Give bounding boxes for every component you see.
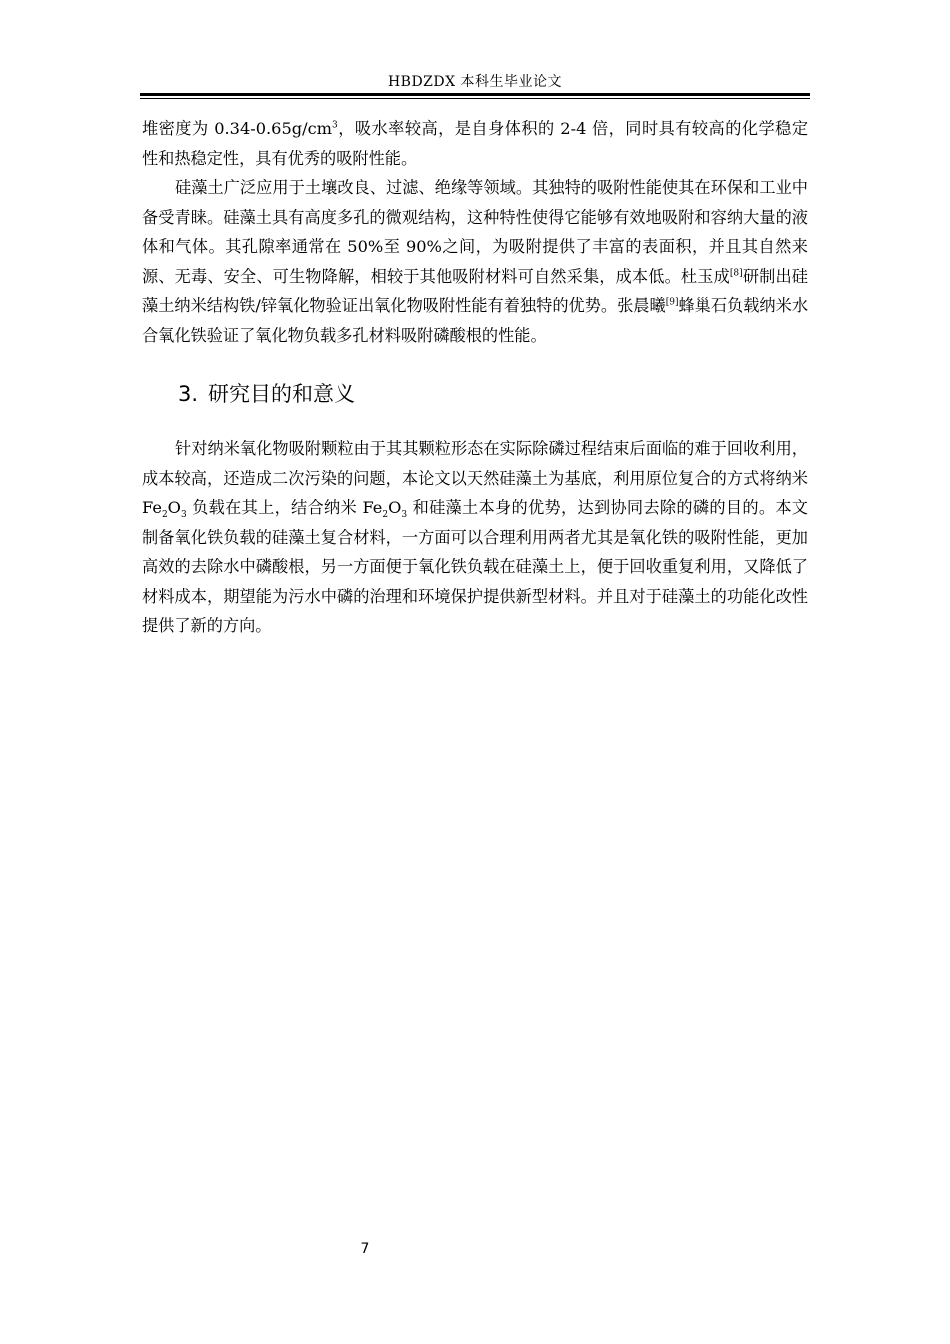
superscript: 3 bbox=[332, 120, 338, 131]
page-header-title: HBDZDX 本科生毕业论文 bbox=[387, 74, 563, 90]
page-number: 7 bbox=[360, 1241, 370, 1257]
subscript: 2 bbox=[382, 510, 389, 521]
section-heading bbox=[178, 380, 808, 408]
paragraph-research-purpose bbox=[142, 434, 808, 641]
formula-text: O bbox=[167, 498, 181, 517]
paragraph-text: 和硅藻土本身的优势，达到协同去除的磷的目的。本文制备氧化铁负载的硅藻土复合材料，一方面可以合理利用两者尤其是氧化铁的吸附性能，更加高效的去除水中磷酸根，另一方面便于氧化铁负载在硅藻土上，便于回收重复利用，又降低了材料成本，期望能为污水中磷的治理和环境保护提供新型材料。并且对于硅藻土的功能化改性提供了新的方向。 bbox=[142, 498, 808, 635]
citation-ref-9: [9] bbox=[665, 297, 679, 308]
subscript: 3 bbox=[180, 510, 187, 521]
paragraph-diatomite-applications bbox=[142, 173, 808, 350]
paragraph-text: 硅藻土广泛应用于土壤改良、过滤、绝缘等领域。其独特的吸附性能使其在环保和工业中备受青睐。硅藻土具有高度多孔的微观结构，这种特性使得它能够有效地吸附和容纳大量的液体和气体。其孔隙率通常在 50%至 90%之间，为吸附提供了丰富的表面积，并且其自然来源、无毒、安全、可生物降解，相较于其他吸附材料可自然采集，成本低。杜玉成 bbox=[142, 178, 808, 286]
header-rule-thin bbox=[140, 98, 810, 99]
section-title: 研究目的和意义 bbox=[208, 382, 356, 406]
paragraph-text: 堆密度为 0.34-0.65g/cm bbox=[142, 119, 333, 138]
paragraph-text: 蜂巢石负载纳米水合氧化铁验证了氧化物负载多孔材料吸附磷酸根的性能。 bbox=[142, 296, 809, 345]
paragraph-text: 负载在其上，结合纳米 Fe bbox=[186, 498, 383, 517]
citation-ref-8: [8] bbox=[729, 268, 743, 279]
subscript: 3 bbox=[401, 510, 408, 521]
formula-text: O bbox=[388, 498, 402, 517]
paragraph-text: 针对纳米氧化物吸附颗粒由于其其颗粒形态在实际除磷过程结束后面临的难于回收利用，成本较高，还造成二次污染的问题，本论文以天然硅藻土为基底，利用原位复合的方式将纳米 Fe bbox=[142, 439, 808, 517]
section-number: 3. bbox=[178, 382, 199, 406]
header-rule-thick bbox=[140, 93, 810, 96]
paragraph-density bbox=[142, 114, 808, 173]
paragraph-text: ，吸水率较高，是自身体积的 2-4 倍，同时具有较高的化学稳定性和热稳定性，具有优秀的吸附性能。 bbox=[142, 119, 809, 168]
paragraph-text: 研制出硅藻土纳米结构铁/锌氧化物验证出氧化物吸附性能有着独特的优势。张晨曦 bbox=[142, 266, 808, 315]
subscript: 2 bbox=[161, 510, 168, 521]
page-content bbox=[142, 114, 808, 641]
